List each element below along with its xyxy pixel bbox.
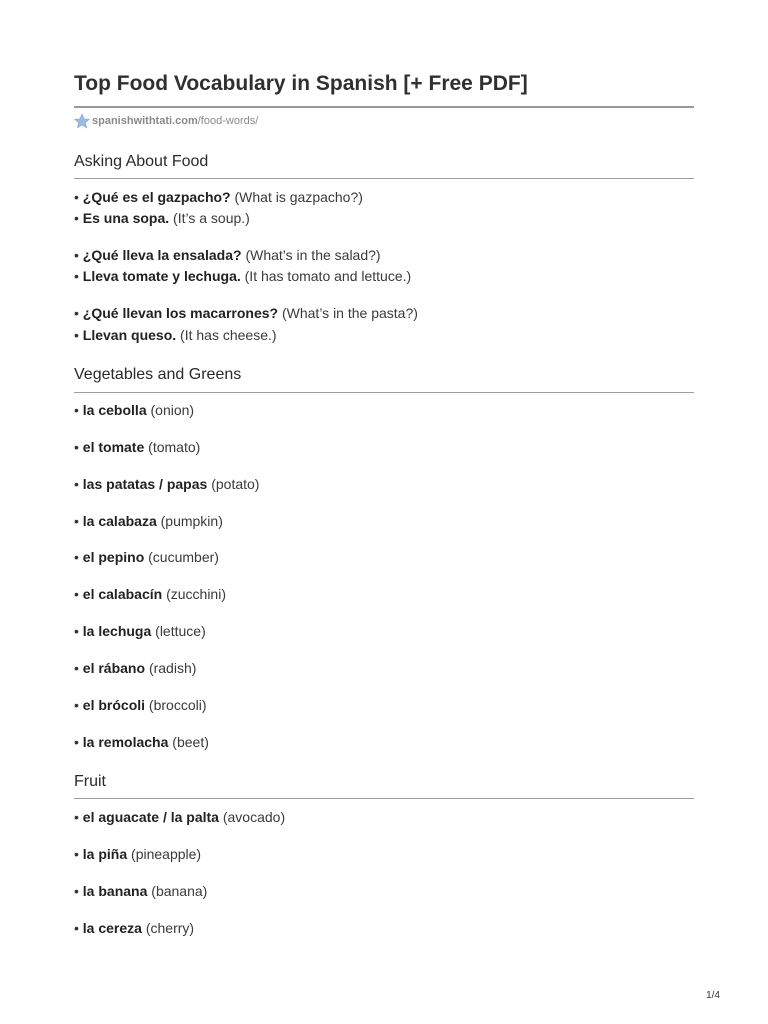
list-item: • la remolacha (beet): [74, 734, 209, 750]
english-translation: (onion): [150, 402, 195, 418]
list-item: • el tomate (tomato): [74, 439, 201, 455]
list-item: • el brócoli (broccoli): [74, 697, 207, 713]
english-translation: (zucchini): [166, 586, 226, 602]
list-item: • ¿Qué llevan los macarrones? (What’s in the pasta?): [74, 305, 418, 321]
list-item: • Es una sopa. (It’s a soup.): [74, 210, 250, 226]
english-translation: (cherry): [145, 920, 195, 936]
spanish-phrase: ¿Qué es el gazpacho?: [82, 189, 231, 205]
star-icon: [74, 113, 90, 129]
source-domain[interactable]: spanishwithtati.com: [92, 115, 198, 127]
english-translation: (What’s in the pasta?): [281, 305, 418, 321]
section-heading-vegetables-and-greens: Vegetables and Greens: [74, 366, 242, 383]
english-translation: (pumpkin): [160, 513, 223, 529]
english-translation: (broccoli): [148, 697, 207, 713]
english-translation: (It’s a soup.): [173, 210, 250, 226]
spanish-word: la calabaza: [82, 513, 157, 529]
spanish-word: la cereza: [82, 920, 142, 936]
english-translation: (avocado): [222, 809, 286, 825]
english-translation: (cucumber): [148, 549, 219, 565]
list-item: • las patatas / papas (potato): [74, 476, 260, 492]
spanish-phrase: Lleva tomate y lechuga.: [82, 268, 241, 284]
source-link[interactable]: [74, 112, 258, 130]
english-translation: (radish): [148, 660, 197, 676]
english-translation: (pineapple): [131, 846, 202, 862]
spanish-word: la remolacha: [82, 734, 169, 750]
list-item: • el aguacate / la palta (avocado): [74, 809, 286, 825]
list-item: • ¿Qué lleva la ensalada? (What’s in the salad?): [74, 247, 381, 263]
english-translation: (lettuce): [155, 623, 206, 639]
spanish-word: la cebolla: [82, 402, 147, 418]
english-translation: (banana): [151, 883, 208, 899]
section-divider: [74, 392, 694, 393]
list-item: • el rábano (radish): [74, 660, 197, 676]
english-translation: (It has cheese.): [180, 327, 277, 343]
english-translation: (What is gazpacho?): [234, 189, 363, 205]
list-item: • ¿Qué es el gazpacho? (What is gazpacho?): [74, 189, 363, 205]
list-item: • la lechuga (lettuce): [74, 623, 206, 639]
section-heading-fruit: Fruit: [74, 773, 106, 790]
spanish-phrase: ¿Qué llevan los macarrones?: [82, 305, 279, 321]
list-item: • la banana (banana): [74, 883, 208, 899]
section-divider: [74, 798, 694, 799]
spanish-word: el aguacate / la palta: [82, 809, 219, 825]
list-item: • Llevan queso. (It has cheese.): [74, 327, 277, 343]
section-heading-asking-about-food: Asking About Food: [74, 153, 209, 170]
list-item: • el calabacín (zucchini): [74, 586, 226, 602]
spanish-phrase: Llevan queso.: [82, 327, 177, 343]
english-translation: (tomato): [148, 439, 201, 455]
title-divider: [74, 106, 694, 108]
spanish-word: la lechuga: [82, 623, 152, 639]
source-path[interactable]: /food-words/: [197, 115, 259, 127]
list-item: • el pepino (cucumber): [74, 549, 219, 565]
page-title: Top Food Vocabulary in Spanish [+ Free PDF]: [74, 72, 528, 95]
english-translation: (What’s in the salad?): [245, 247, 381, 263]
spanish-word: el brócoli: [82, 697, 146, 713]
list-item: • la cebolla (onion): [74, 402, 195, 418]
spanish-word: la banana: [82, 883, 148, 899]
spanish-phrase: ¿Qué lleva la ensalada?: [82, 247, 242, 263]
list-item: • Lleva tomate y lechuga. (It has tomato and lettuce.): [74, 268, 412, 284]
english-translation: (potato): [211, 476, 260, 492]
spanish-word: la piña: [82, 846, 128, 862]
english-translation: (It has tomato and lettuce.): [244, 268, 412, 284]
section-divider: [74, 178, 694, 179]
spanish-word: las patatas / papas: [82, 476, 208, 492]
page-number: 1/4: [706, 990, 720, 1001]
spanish-word: el calabacín: [82, 586, 163, 602]
list-item: • la cereza (cherry): [74, 920, 195, 936]
spanish-phrase: Es una sopa.: [82, 210, 170, 226]
list-item: • la calabaza (pumpkin): [74, 513, 223, 529]
spanish-word: el rábano: [82, 660, 146, 676]
spanish-word: el tomate: [82, 439, 145, 455]
list-item: • la piña (pineapple): [74, 846, 202, 862]
spanish-word: el pepino: [82, 549, 145, 565]
english-translation: (beet): [172, 734, 209, 750]
